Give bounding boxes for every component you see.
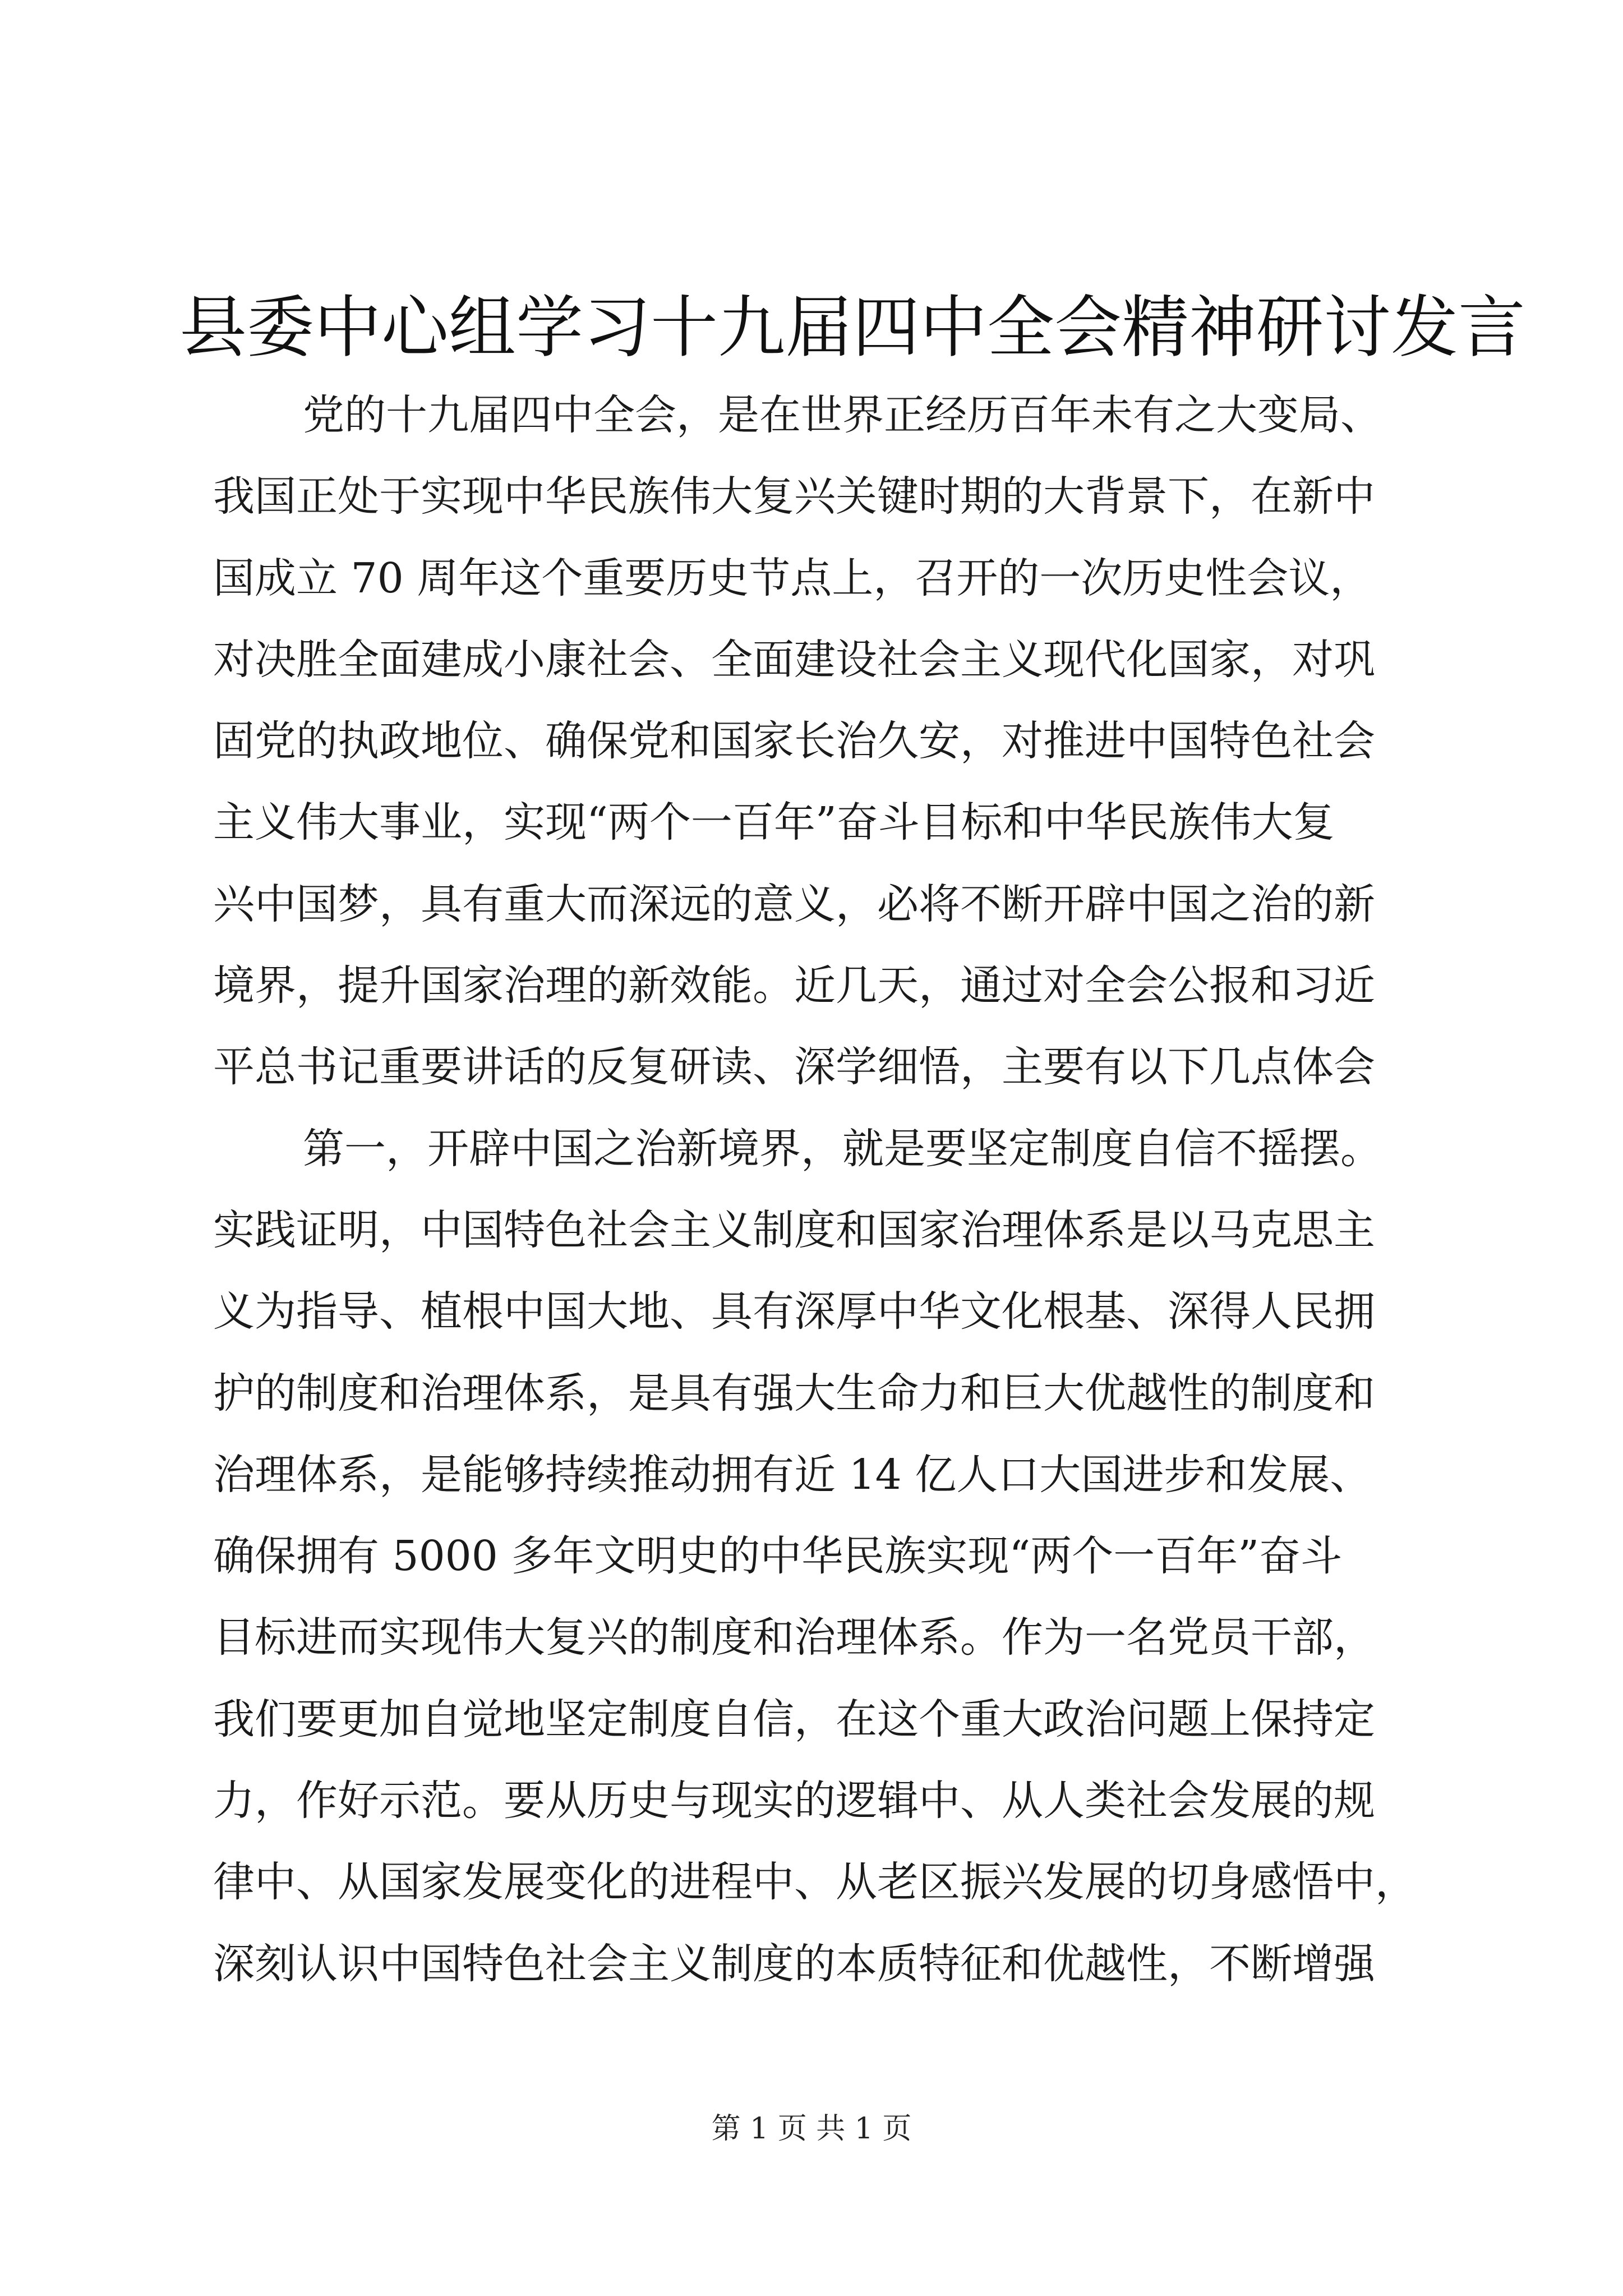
document-title: 县委中心组学习十九届四中全会精神研讨发言 xyxy=(179,289,1525,367)
paragraph-line: 第一，开辟中国之治新境界，就是要坚定制度自信不摇摆。 xyxy=(303,1124,1382,1173)
paragraph-line: 国成立 70 周年这个重要历史节点上，召开的一次历史性会议， xyxy=(213,554,1372,602)
paragraph-line: 确保拥有 5000 多年文明史的中华民族实现“两个一百年”奋斗 xyxy=(213,1532,1343,1581)
document-body xyxy=(213,375,1419,2005)
paragraph-line: 我们要更加自觉地坚定制度自信，在这个重大政治问题上保持定 xyxy=(213,1695,1375,1743)
paragraph-line: 兴中国梦，具有重大而深远的意义，必将不断开辟中国之治的新 xyxy=(213,880,1375,928)
paragraph-line: 平总书记重要讲话的反复研读、深学细悟，主要有以下几点体会 xyxy=(213,1043,1375,1092)
paragraph-line: 我国正处于实现中华民族伟大复兴关键时期的大背景下，在新中 xyxy=(213,472,1375,521)
paragraph-line: 目标进而实现伟大复兴的制度和治理体系。作为一名党员干部， xyxy=(213,1613,1375,1662)
paragraph-line: 党的十九届四中全会，是在世界正经历百年未有之大变局、 xyxy=(303,391,1382,439)
paragraph-line: 义为指导、植根中国大地、具有深厚中华文化根基、深得人民拥 xyxy=(213,1287,1375,1336)
paragraph-line: 对决胜全面建成小康社会、全面建设社会主义现代化国家，对巩 xyxy=(213,635,1375,684)
paragraph-line: 主义伟大事业，实现“两个一百年”奋斗目标和中华民族伟大复 xyxy=(213,798,1335,847)
paragraph-line: 实践证明，中国特色社会主义制度和国家治理体系是以马克思主 xyxy=(213,1205,1375,1254)
paragraph-line: 固党的执政地位、确保党和国家长治久安，对推进中国特色社会 xyxy=(213,717,1375,766)
paragraph-line: 律中、从国家发展变化的进程中、从老区振兴发展的切身感悟中， xyxy=(213,1858,1417,1907)
paragraph-line: 力，作好示范。要从历史与现实的逻辑中、从人类社会发展的规 xyxy=(213,1777,1375,1825)
paragraph-line: 境界，提升国家治理的新效能。近几天，通过对全会公报和习近 xyxy=(213,961,1375,1010)
paragraph-line: 治理体系，是能够持续推动拥有近 14 亿人口大国进步和发展、 xyxy=(213,1450,1372,1499)
page-number-footer: 第 1 页 共 1 页 xyxy=(711,2112,912,2146)
paragraph-line: 护的制度和治理体系，是具有强大生命力和巨大优越性的制度和 xyxy=(213,1369,1375,1418)
paragraph-line: 深刻认识中国特色社会主义制度的本质特征和优越性，不断增强 xyxy=(213,1939,1375,1988)
